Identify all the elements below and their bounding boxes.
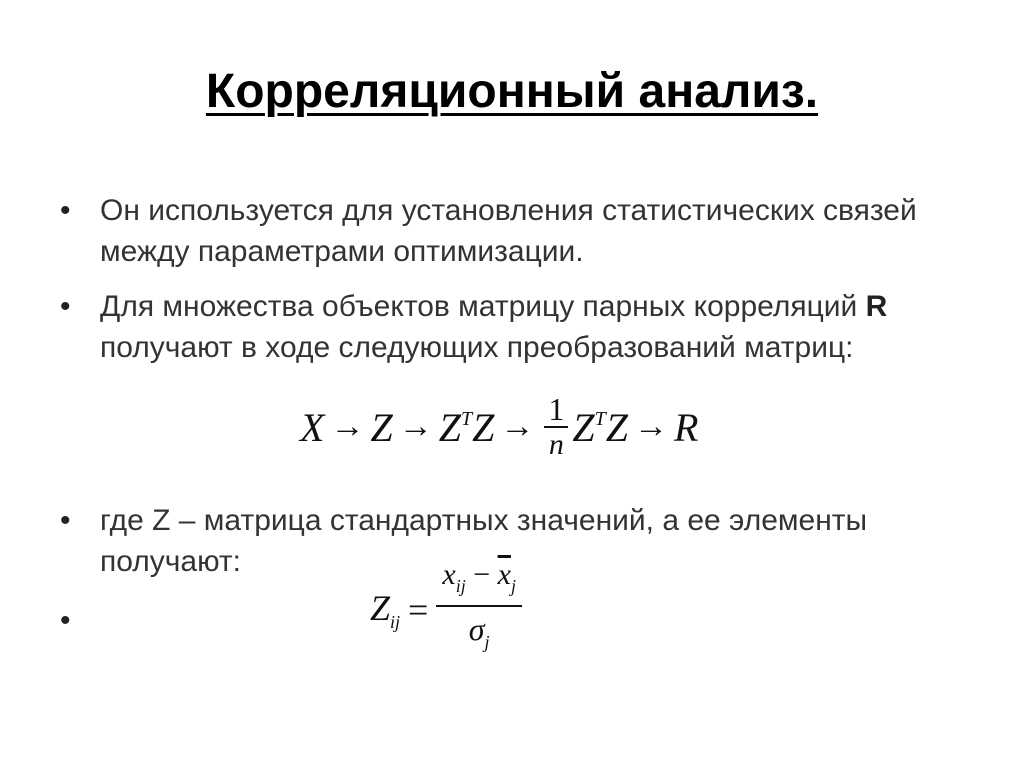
bullet-marker: •: [60, 290, 71, 323]
bullet-marker: •: [60, 194, 71, 227]
bullet-marker: •: [60, 504, 71, 537]
standardization-fraction: $\frac{x_{ij} - \overline{x}_j}{\sigma_j}$: [436, 556, 522, 664]
matrix-r-label: R: [865, 290, 888, 323]
standardization-formula: $Z_{ij}$ = $\frac{x_{ij} - \overline{x}_j}{\sigma_j}$: [370, 556, 522, 664]
bullet-item-3: [60, 500, 990, 582]
bullet-item-1: [60, 190, 990, 272]
bullet-item-2: [60, 286, 990, 368]
slide-title: Корреляционный анализ.: [205, 65, 819, 118]
transformation-formula: X → Z → $Z^TZ$ → $\frac{1}{n}$ $Z^TZ$ → R: [300, 391, 699, 461]
fraction-one-over-n: $\frac{1}{n}$: [544, 392, 568, 462]
bullet-text: Он используется для установления статистических связей между параметрами оптимизации.: [100, 194, 917, 268]
bullet-marker: •: [60, 604, 71, 637]
bullet-text: где Z – матрица стандартных значений, а ее элементы получают:: [100, 504, 868, 578]
bullet-text: Для множества объектов матрицу парных корреляций R получают в ходе следующих преобразований матриц:: [100, 290, 888, 364]
